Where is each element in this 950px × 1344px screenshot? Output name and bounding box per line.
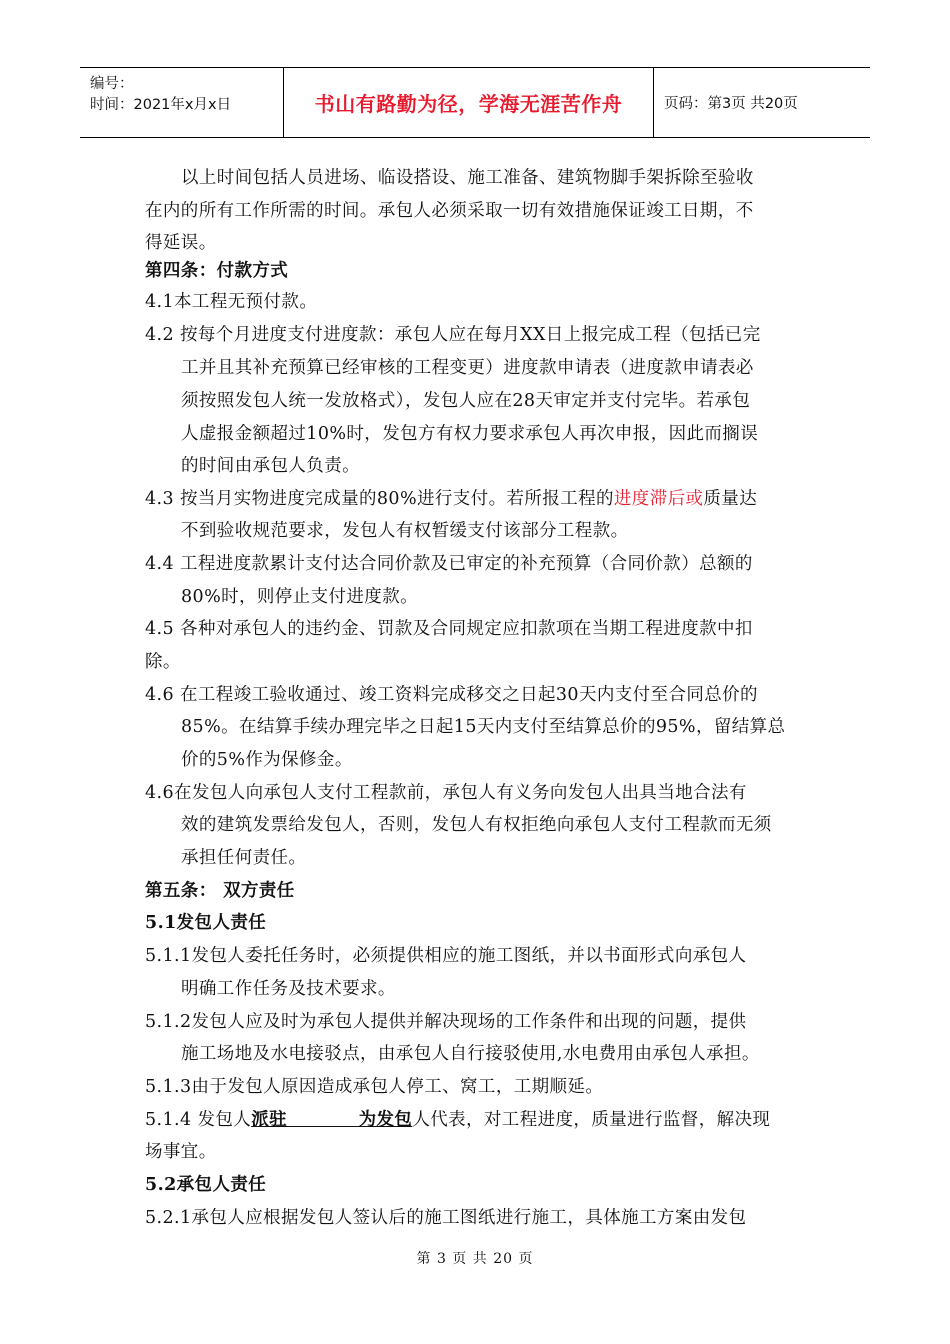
body-text-line: 4.5 各种对承包人的违约金、罚款及合同规定应扣款项在当期工程进度款中扣	[145, 619, 753, 639]
header-meta	[80, 68, 283, 137]
body-text-line: 的时间由承包人负责。	[181, 456, 360, 476]
body-text-line: 工并且其补充预算已经审核的工程变更）进度款申请表（进度款申请表必	[181, 358, 754, 378]
body-text-line: 除。	[145, 652, 181, 672]
highlighted-text: 进度滞后或	[613, 489, 704, 509]
text-segment: 5.1.4 发包人	[145, 1110, 252, 1130]
page-header	[80, 67, 870, 138]
body-text-line: 在内的所有工作所需的时间。承包人必须采取一切有效措施保证竣工日期，不	[145, 201, 754, 221]
body-text-line: 5.1.1发包人委托任务时，必须提供相应的施工图纸，并以书面形式向承包人	[145, 946, 747, 966]
body-text-line: 5.1.2发包人应及时为承包人提供并解决现场的工作条件和出现的问题，提供	[145, 1012, 747, 1032]
body-text-line: 价的5%作为保修金。	[181, 750, 353, 770]
header-motto-cell	[283, 68, 654, 137]
body-text-line	[145, 1106, 770, 1131]
body-text-line: 得延误。	[145, 233, 217, 253]
underlined-text: 派驻 为发包	[251, 1110, 413, 1130]
body-text-line: 以上时间包括人员进场、临设搭设、施工准备、建筑物脚手架拆除至验收	[181, 168, 754, 188]
text-segment: 4.3 按当月实物进度完成量的80%进行支付。若所报工程的	[145, 489, 614, 509]
body-text-line: 效的建筑发票给发包人，否则，发包人有权拒绝向承包人支付工程款而无须	[181, 815, 772, 835]
body-text-line: 4.2 按每个月进度支付进度款：承包人应在每月XX日上报完成工程（包括已完	[145, 325, 761, 345]
body-text-line: 4.1本工程无预付款。	[145, 292, 318, 312]
body-text-line: 施工场地及水电接驳点，由承包人自行接驳使用,水电费用由承包人承担。	[181, 1044, 760, 1064]
header-date: 时间：2021年x月x日	[90, 97, 232, 113]
body-text-line: 80%时，则停止支付进度款。	[181, 587, 418, 607]
body-text-line: 5.2.1承包人应根据发包人签认后的施工图纸进行施工，具体施工方案由发包	[145, 1208, 747, 1228]
text-segment: 人代表，对工程进度，质量进行监督，解决现	[412, 1110, 771, 1130]
body-text-line: 明确工作任务及技术要求。	[181, 979, 396, 999]
article-5-heading: 第五条： 双方责任	[145, 881, 295, 901]
body-text-line: 4.6在发包人向承包人支付工程款前，承包人有义务向发包人出具当地合法有	[145, 783, 747, 803]
header-page-cell	[654, 68, 870, 137]
body-text-line: 4.4 工程进度款累计支付达合同价款及已审定的补充预算（合同价款）总额的	[145, 554, 753, 574]
body-text-line: 承担任何责任。	[181, 848, 307, 868]
article-4-heading: 第四条：付款方式	[145, 261, 289, 281]
body-text-line: 人虚报金额超过10%时，发包方有权力要求承包人再次申报，因此而搁误	[181, 424, 759, 444]
section-5-2-heading: 5.2承包人责任	[145, 1175, 267, 1195]
text-segment: 质量达	[703, 489, 758, 509]
header-number: 编号：	[90, 76, 134, 92]
section-5-1-heading: 5.1发包人责任	[145, 913, 267, 933]
body-text-line: 4.6 在工程竣工验收通过、竣工资料完成移交之日起30天内支付至合同总价的	[145, 685, 758, 705]
body-text-line: 5.1.3由于发包人原因造成承包人停工、窝工，工期顺延。	[145, 1077, 604, 1097]
header-motto: 书山有路勤为径，学海无涯苦作舟	[314, 92, 623, 116]
header-page-number: 页码：第3页 共20页	[664, 96, 798, 112]
body-text-line: 场事宜。	[145, 1142, 217, 1162]
body-text-line: 85%。在结算手续办理完毕之日起15天内支付至结算总价的95%，留结算总	[181, 717, 786, 737]
page-footer: 第 3 页 共 20 页	[416, 1251, 534, 1267]
body-text-line: 不到验收规范要求，发包人有权暂缓支付该部分工程款。	[181, 521, 629, 541]
body-text-line: 须按照发包人统一发放格式），发包人应在28天审定并支付完毕。若承包	[181, 391, 751, 411]
body-text-line	[145, 485, 757, 510]
